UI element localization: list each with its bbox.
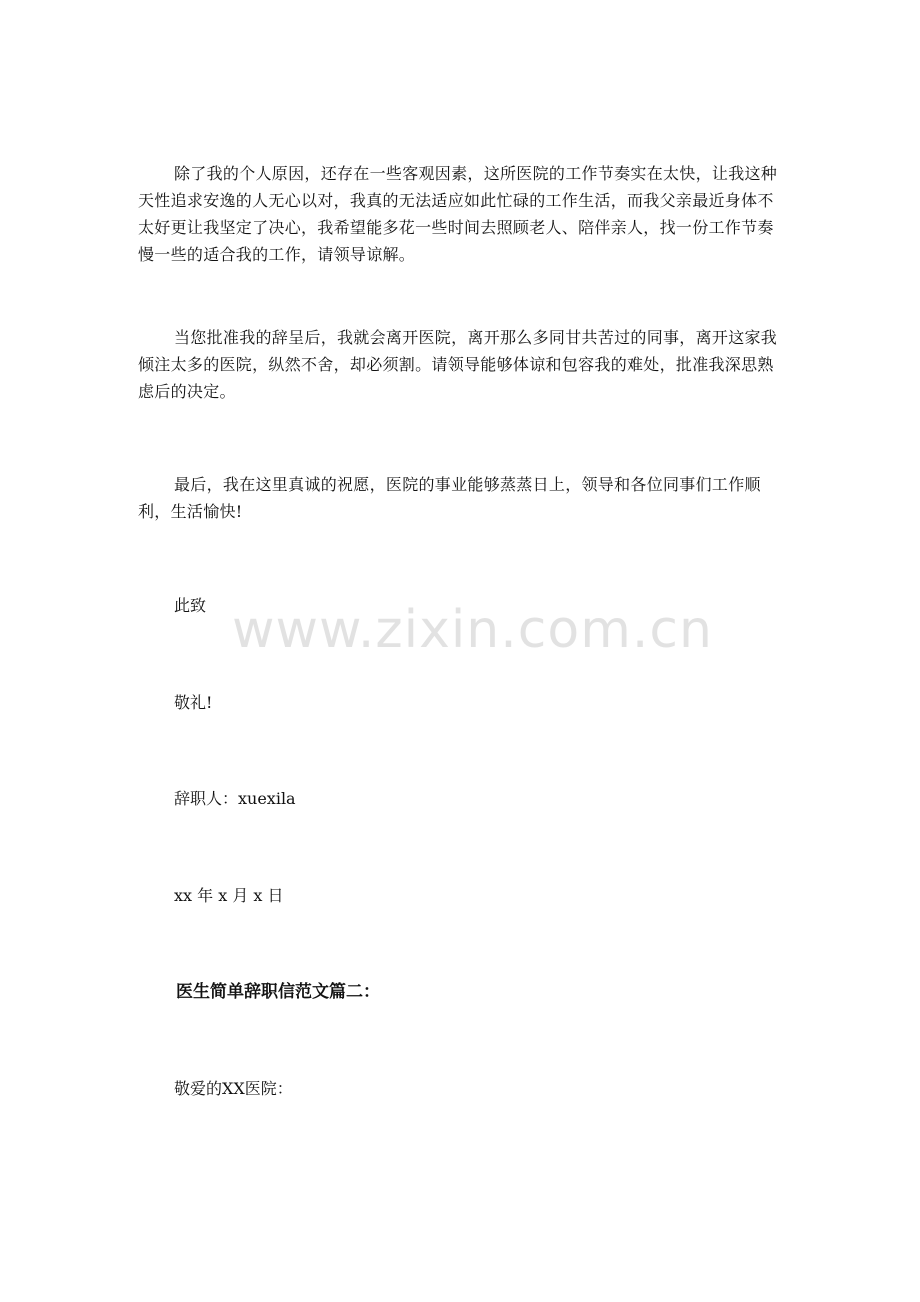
salute-line: 敬礼! [174, 693, 213, 712]
paragraph-leaving-hospital: 当您批准我的辞呈后，我就会离开医院，离开那么多同甘共苦过的同事，离开这家我倾注太多的医院，纵然不舍，却必须割。请领导能够体谅和包容我的难处，批准我深思熟虑后的决定。 [138, 328, 778, 401]
signer-line: 辞职人：xuexila [174, 789, 296, 808]
section-heading: 医生简单辞职信范文篇二： [176, 982, 380, 1002]
paragraph-personal-reasons: 除了我的个人原因，还存在一些客观因素，这所医院的工作节奏实在太快，让我这种天性追求安逸的人无心以对，我真的无法适应如此忙碌的工作生活，而我父亲最近身体不太好更让我坚定了决心，我希望能多花一些时间去照顾老人、陪伴亲人，找一份工作节奏慢一些的适合我的工作，请领导谅解。 [138, 164, 778, 264]
paragraph-best-wishes: 最后，我在这里真诚的祝愿，医院的事业能够蒸蒸日上，领导和各位同事们工作顺利，生活愉快! [138, 475, 761, 521]
watermark-text: www.zixin.com.cn [232, 600, 713, 660]
date-line: xx 年 x 月 x 日 [174, 886, 284, 905]
closing-line: 此致 [174, 596, 207, 615]
greeting-line: 敬爱的XX医院： [174, 1079, 293, 1098]
